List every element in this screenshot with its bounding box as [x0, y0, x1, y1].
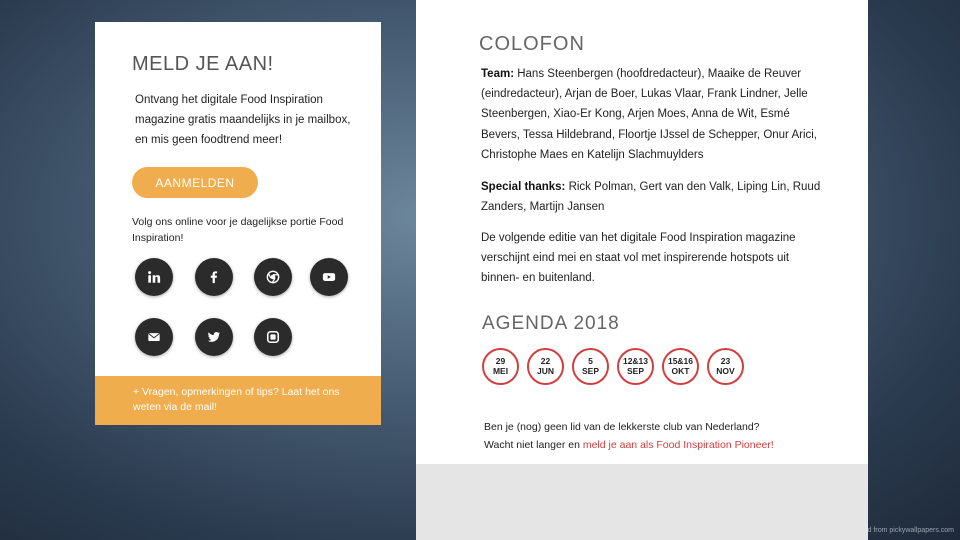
signup-card [95, 22, 381, 425]
agenda-date-month: OKT [671, 365, 690, 376]
chrome-icon[interactable] [254, 258, 292, 296]
next-edition-paragraph: De volgende editie van het digitale Food Inspiration magazine verschijnt eind mei en staat vol met inspirerende hotspots uit binnen- en buitenland. [481, 232, 796, 285]
team-label: Team: [481, 68, 515, 80]
agenda-date-day: 22 [540, 356, 551, 366]
club-invitation [484, 418, 824, 454]
agenda-date-month: MEI [492, 365, 509, 376]
agenda-date-badge[interactable] [707, 348, 744, 385]
signup-button[interactable]: AANMELDEN [132, 167, 258, 198]
team-paragraph [481, 64, 826, 165]
agenda-date-badge[interactable] [617, 348, 654, 385]
contact-footer[interactable] [95, 376, 381, 425]
thanks-text: Rick Polman, Gert van den Valk, Liping Lin, Ruud Zanders, Martijn Jansen [481, 181, 821, 214]
agenda-date-badge[interactable] [482, 348, 519, 385]
twitter-icon[interactable] [195, 318, 233, 356]
agenda-date-badge[interactable] [662, 348, 699, 385]
facebook-icon[interactable] [195, 258, 233, 296]
agenda-date-day: 12&13 [622, 356, 649, 366]
signup-description: Ontvang het digitale Food Inspiration magazine gratis maandelijks in je mailbox, en mis geen foodtrend meer! [135, 94, 351, 146]
thanks-label: Special thanks: [481, 181, 566, 193]
agenda-date-month: JUN [536, 365, 554, 376]
agenda-title: AGENDA 2018 [482, 313, 620, 334]
club-line1: Ben je (nog) geen lid van de lekkerste club van Nederland? [484, 421, 760, 433]
signup-title: MELD JE AAN! [132, 53, 274, 75]
info-panel [416, 0, 868, 540]
linkedin-icon[interactable] [135, 258, 173, 296]
team-text: Hans Steenbergen (hoofdredacteur), Maaike de Reuver (eindredacteur), Arjan de Boer, Lukas Vlaar, Frank Lindner, Jelle Steenbergen, Xiao-Er Kong, Arjen Moes, Anna de Wit, Esmé Bevers, Tessa Hildebrand, Floortje IJssel de Schepper, Onur Arici, Christophe Maes en Katelijn Slachmuylders [481, 68, 818, 161]
agenda-date-day: 23 [720, 356, 731, 366]
youtube-icon[interactable] [310, 258, 348, 296]
club-line2-prefix: Wacht niet langer en [484, 439, 583, 451]
agenda-date-month: SEP [626, 365, 644, 376]
agenda-date-badge[interactable] [527, 348, 564, 385]
wallpaper-credit: d from pickywallpapers.com [867, 527, 954, 534]
instagram-icon[interactable] [254, 318, 292, 356]
mail-icon[interactable] [135, 318, 173, 356]
agenda-date-day: 15&16 [667, 356, 694, 366]
follow-text: Volg ons online voor je dagelijkse portie Food Inspiration! [132, 216, 344, 244]
panel-bottom-band [416, 464, 868, 540]
agenda-date-day: 29 [495, 356, 506, 366]
agenda-date-month: NOV [716, 365, 735, 376]
contact-footer-text: + Vragen, opmerkingen of tips? Laat het ons weten via de mail! [133, 386, 340, 413]
agenda-date-badge[interactable] [572, 348, 609, 385]
thanks-paragraph [481, 177, 826, 217]
colofon-title: COLOFON [479, 33, 585, 55]
pioneer-signup-link[interactable]: meld je aan als Food Inspiration Pioneer! [582, 439, 774, 451]
agenda-date-month: SEP [581, 365, 599, 376]
agenda-date-day: 5 [588, 356, 593, 366]
